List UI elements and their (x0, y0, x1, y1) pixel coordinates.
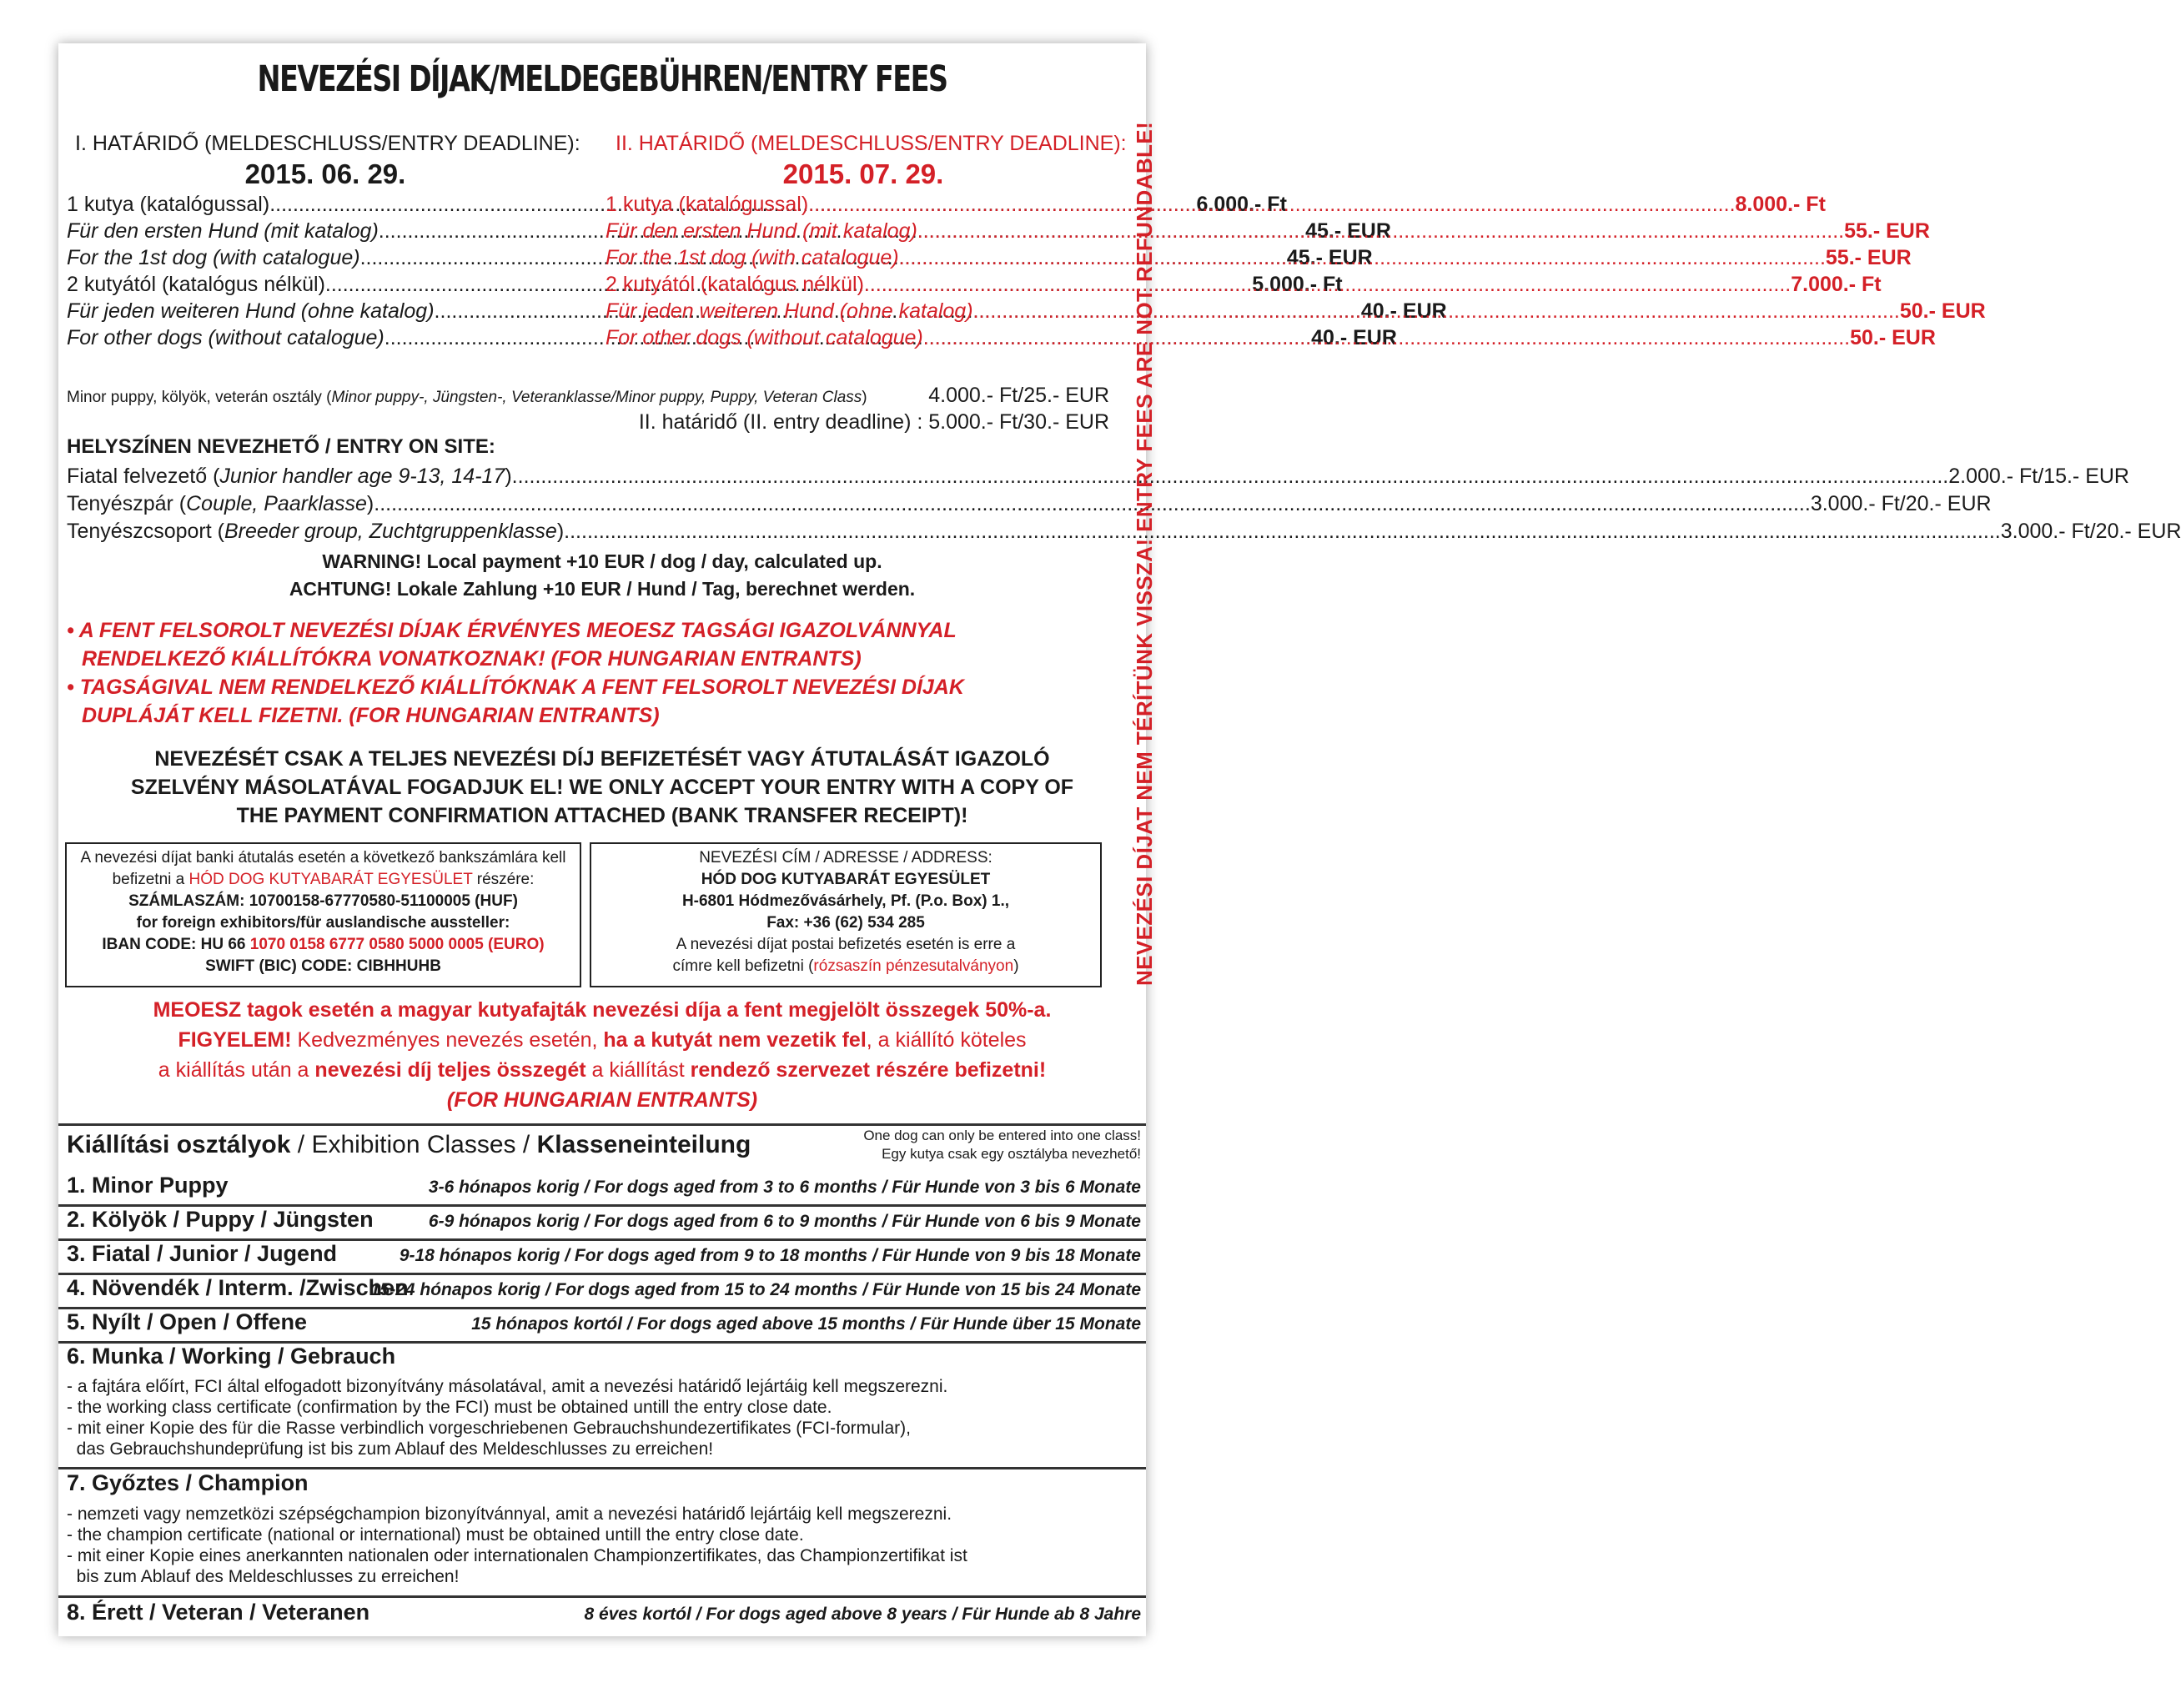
deadline-2-date: 2015. 07. 29. (782, 158, 944, 189)
onsite-label (67, 490, 374, 517)
minor-value: 4.000.- Ft/25.- EUR (928, 384, 1109, 407)
fee-leader-dots (808, 192, 1735, 217)
onsite-row (67, 490, 1992, 517)
one-class-note-hu: Egy kutya csak egy osztályba nevezhető! (882, 1146, 1141, 1162)
fee-row (67, 272, 1343, 297)
bank-line-1: A nevezési díjat banki átutalás esetén a következő bankszámlára kell (80, 849, 566, 867)
fee-value: 55.- EUR (1825, 246, 1912, 269)
fee-value: 55.- EUR (1844, 219, 1930, 243)
class-veteran-desc: 8 éves kortól / For dogs aged above 8 years / Für Hunde ab 8 Jahre (584, 1605, 1141, 1624)
address-line-5: A nevezési díjat postai befizetés esetén is erre a (676, 936, 1016, 953)
onsite-label (67, 518, 564, 545)
class-note-line: bis zum Ablauf des Meldeschlusses zu erreichen! (67, 1567, 460, 1586)
onsite-label (67, 463, 512, 490)
class-desc: 6-9 hónapos korig / For dogs aged from 6 to 9 months / Für Hunde von 6 bis 9 Monate (428, 1212, 1141, 1231)
fee-value: 50.- EUR (1850, 326, 1936, 349)
class-desc: 9-18 hónapos korig / For dogs aged from 9 to 18 months / Für Hunde von 9 bis 18 Monate (399, 1246, 1141, 1265)
fee-value: 45.- EUR (1286, 246, 1373, 269)
class-desc: 15-24 hónapos korig / For dogs aged from 15 to 24 months / Für Hunde von 15 bis 24 Monate (369, 1280, 1141, 1299)
address-line-1: NEVEZÉSI CÍM / ADRESSE / ADDRESS: (699, 849, 993, 867)
fee-label: 2 kutyától (katalógus nélkül) (606, 273, 864, 296)
fee-leader-dots (917, 219, 1844, 244)
onsite-leader-dots (374, 490, 1811, 517)
deadline-1-heading: I. HATÁRIDŐ (MELDESCHLUSS/ENTRY DEADLINE): (75, 132, 580, 155)
warning-de: ACHTUNG! Lokale Zahlung +10 EUR / Hund / Tag, berechnet werden. (289, 578, 916, 600)
onsite-label-c: ) (556, 520, 565, 543)
address-fax: Fax: +36 (62) 534 285 (766, 914, 925, 932)
fee-label: Für den ersten Hund (mit katalog) (67, 219, 379, 243)
class-champion-name: 7. Győztes / Champion (67, 1470, 309, 1495)
class-name: 2. Kölyök / Puppy / Jüngsten (67, 1207, 374, 1232)
onsite-value: 3.000.- Ft/20.- EUR (2000, 520, 2181, 543)
meoesz-line-1: MEOESZ tagok esetén a magyar kutyafajták nevezési díja a fent megjelölt összegek 50%-a. (153, 998, 1052, 1022)
class-name: 1. Minor Puppy (67, 1173, 229, 1198)
fee-value: 6.000.- Ft (1196, 193, 1287, 216)
fee-label: For other dogs (without catalogue) (606, 326, 923, 349)
onsite-label-b: Couple, Paarklasse (186, 492, 367, 515)
deadline-1-date: 2015. 06. 29. (244, 158, 406, 189)
class-name: 4. Növendék / Interm. /Zwischen (67, 1275, 409, 1300)
onsite-value: 2.000.- Ft/15.- EUR (1948, 465, 2129, 488)
meoesz-line-3: a kiállítás után a nevezési díj teljes összegét a kiállítást rendező szervezet részére befizetni! (158, 1058, 1047, 1082)
class-note-line: - mit einer Kopie des für die Rasse verbindlich vorgeschriebenen Gebrauchshundezertifikates (FCI-formular), (67, 1419, 911, 1438)
fee-label: 1 kutya (katalógussal) (606, 193, 809, 216)
class-row (58, 1308, 1146, 1344)
fee-label: Für jeden weiteren Hund (ohne katalog) (67, 299, 435, 323)
fee-label: 2 kutyától (katalógus nélkül) (67, 273, 325, 296)
classes-divider (58, 1123, 1146, 1126)
one-class-note-en: One dog can only be entered into one class! (863, 1128, 1141, 1143)
fee-leader-dots (899, 245, 1826, 270)
classes-heading: Kiállítási osztályok / Exhibition Classes / Klasseneinteilung (67, 1131, 751, 1158)
fee-value: 5.000.- Ft (1252, 273, 1343, 296)
fee-label: 1 kutya (katalógussal) (67, 193, 270, 216)
fee-value: 7.000.- Ft (1791, 273, 1882, 296)
page-title: NEVEZÉSI DÍJAK/MELDEGEBÜHREN/ENTRY FEES (257, 58, 947, 100)
fee-label: For the 1st dog (with catalogue) (606, 246, 899, 269)
onsite-leader-dots (564, 518, 2001, 545)
fee-row (67, 325, 1397, 350)
deadline-2-heading: II. HATÁRIDŐ (MELDESCHLUSS/ENTRY DEADLINE): (616, 132, 1127, 155)
bullet-line: • A FENT FELSOROLT NEVEZÉSI DÍJAK ÉRVÉNYES MEOESZ TAGSÁGI IGAZOLVÁNNYAL (67, 619, 957, 642)
bank-account-number: SZÁMLASZÁM: 10700158-67770580-51100005 (HUF) (128, 892, 518, 910)
class-name: 3. Fiatal / Junior / Jugend (67, 1241, 338, 1266)
class-note-line: - the champion certificate (national or international) must be obtained untill the entry close date. (67, 1525, 804, 1545)
fee-value: 40.- EUR (1360, 299, 1447, 323)
bank-swift: SWIFT (BIC) CODE: CIBHHUHB (205, 957, 441, 975)
bullet-line: RENDELKEZŐ KIÁLLÍTÓKRA VONATKOZNAK! (FOR HUNGARIAN ENTRANTS) (82, 647, 862, 671)
fee-label: For other dogs (without catalogue) (67, 326, 384, 349)
onsite-row (67, 518, 2181, 545)
onsite-label-b: Junior handler age 9-13, 14-17 (219, 465, 505, 488)
class-note-line: das Gebrauchshundeprüfung ist bis zum Ablauf des Meldeschlusses zu erreichen! (67, 1439, 714, 1459)
fee-value: 40.- EUR (1311, 326, 1397, 349)
minor-label: Minor puppy, kölyök, veterán osztály (Minor puppy-, Jüngsten-, Veteranklasse/Minor puppy, Puppy, Veteran Class) (67, 389, 867, 406)
fee-value: 45.- EUR (1305, 219, 1391, 243)
address-postal: H-6801 Hódmezővásárhely, Pf. (P.o. Box) 1., (681, 892, 1010, 910)
address-line-6: címre kell befizetni (rózsaszín pénzesutalványon) (672, 957, 1019, 975)
fee-row (67, 219, 1391, 244)
onsite-row (67, 463, 2129, 490)
class-name: 5. Nyílt / Open / Offene (67, 1309, 308, 1334)
bank-info-box (65, 842, 581, 987)
working-divider (58, 1467, 1146, 1469)
acceptance-line: NEVEZÉSÉT CSAK A TELJES NEVEZÉSI DÍJ BEFIZETÉSÉT VAGY ÁTUTALÁSÁT IGAZOLÓ (154, 747, 1050, 771)
address-box (590, 842, 1102, 987)
bullet-line: • TAGSÁGIVAL NEM RENDELKEZŐ KIÁLLÍTÓKNAK A FENT FELSOROLT NEVEZÉSI DÍJAK (67, 676, 964, 699)
fee-value: 8.000.- Ft (1735, 193, 1826, 216)
fee-label: Für jeden weiteren Hund (ohne katalog) (606, 299, 973, 323)
bank-iban: IBAN CODE: HU 66 1070 0158 6777 0580 5000 0005 (EURO) (102, 936, 545, 953)
meoesz-line-2: FIGYELEM! Kedvezményes nevezés esetén, ha a kutyát nem vezetik fel, a kiállító köteles (178, 1028, 1027, 1052)
onsite-label-a: Tenyészcsoport ( (67, 520, 224, 543)
warning-en: WARNING! Local payment +10 EUR / dog / day, calculated up. (322, 550, 882, 572)
class-veteran-name: 8. Érett / Veteran / Veteranen (67, 1600, 370, 1625)
class-row (58, 1205, 1146, 1241)
onsite-heading: HELYSZÍNEN NEVEZHETŐ / ENTRY ON SITE: (67, 435, 495, 458)
onsite-label-a: Tenyészpár ( (67, 492, 187, 515)
not-refundable-notice: NEVEZÉSI DÍJAT NEM TÉRÍTÜNK VISSZA! ENTRY FEES ARE NOT REFUNDABLE! (1132, 121, 1157, 986)
bank-line-2: befizetni a HÓD DOG KUTYABARÁT EGYESÜLET részére: (112, 871, 535, 888)
onsite-label-c: ) (505, 465, 512, 488)
onsite-label-b: Breeder group, Zuchtgruppenklasse (224, 520, 557, 543)
class-note-line: - a fajtára előírt, FCI által elfogadott bizonyítvány másolatával, amit a nevezési határidő lejártáig kell megszerezni. (67, 1377, 948, 1396)
acceptance-line: THE PAYMENT CONFIRMATION ATTACHED (BANK TRANSFER RECEIPT)! (236, 804, 968, 827)
fee-leader-dots (864, 272, 1791, 297)
fee-value: 50.- EUR (1899, 299, 1986, 323)
fee-row (67, 192, 1287, 217)
acceptance-line: SZELVÉNY MÁSOLATÁVAL FOGADJUK EL! WE ONLY ACCEPT YOUR ENTRY WITH A COPY OF (130, 776, 1074, 799)
fee-leader-dots (923, 325, 1850, 350)
class-row (58, 1273, 1146, 1309)
class-note-line: - nemzeti vagy nemzetközi szépségchampion bizonyítvánnyal, amit a nevezési határidő lejártáig kell megszerezni. (67, 1505, 952, 1524)
address-org: HÓD DOG KUTYABARÁT EGYESÜLET (701, 871, 991, 888)
fee-label: For the 1st dog (with catalogue) (67, 246, 360, 269)
entry-fees-page (58, 43, 2181, 1636)
minor-second-deadline: II. határidő (II. entry deadline) : 5.000.- Ft/30.- EUR (638, 410, 1109, 434)
class-desc: 15 hónapos kortól / For dogs aged above 15 months / Für Hunde über 15 Monate (471, 1314, 1141, 1334)
fee-row (67, 245, 1373, 270)
onsite-label-a: Fiatal felvezető ( (67, 465, 220, 488)
class-row (58, 1239, 1146, 1275)
fee-label: Für den ersten Hund (mit katalog) (606, 219, 917, 243)
class-note-line: - mit einer Kopie eines anerkannten nationalen oder internationalen Championzertifikates, das Championzertifikat ist (67, 1546, 967, 1565)
class-working-name: 6. Munka / Working / Gebrauch (67, 1344, 396, 1369)
bullet-line: DUPLÁJÁT KELL FIZETNI. (FOR HUNGARIAN ENTRANTS) (82, 704, 660, 727)
class-row (58, 1171, 1146, 1207)
fee-row (67, 299, 1447, 324)
onsite-label-c: ) (366, 492, 374, 515)
onsite-leader-dots (512, 463, 1949, 490)
fee-leader-dots (973, 299, 1900, 324)
onsite-value: 3.000.- Ft/20.- EUR (1810, 492, 1992, 515)
champion-divider (58, 1595, 1146, 1598)
class-note-line: - the working class certificate (confirmation by the FCI) must be obtained untill the entry close date. (67, 1398, 832, 1417)
bank-foreign-note: for foreign exhibitors/für auslandische aussteller: (136, 914, 510, 932)
meoesz-line-4: (FOR HUNGARIAN ENTRANTS) (446, 1088, 758, 1112)
class-desc: 3-6 hónapos korig / For dogs aged from 3 to 6 months / Für Hunde von 3 bis 6 Monate (428, 1178, 1141, 1197)
